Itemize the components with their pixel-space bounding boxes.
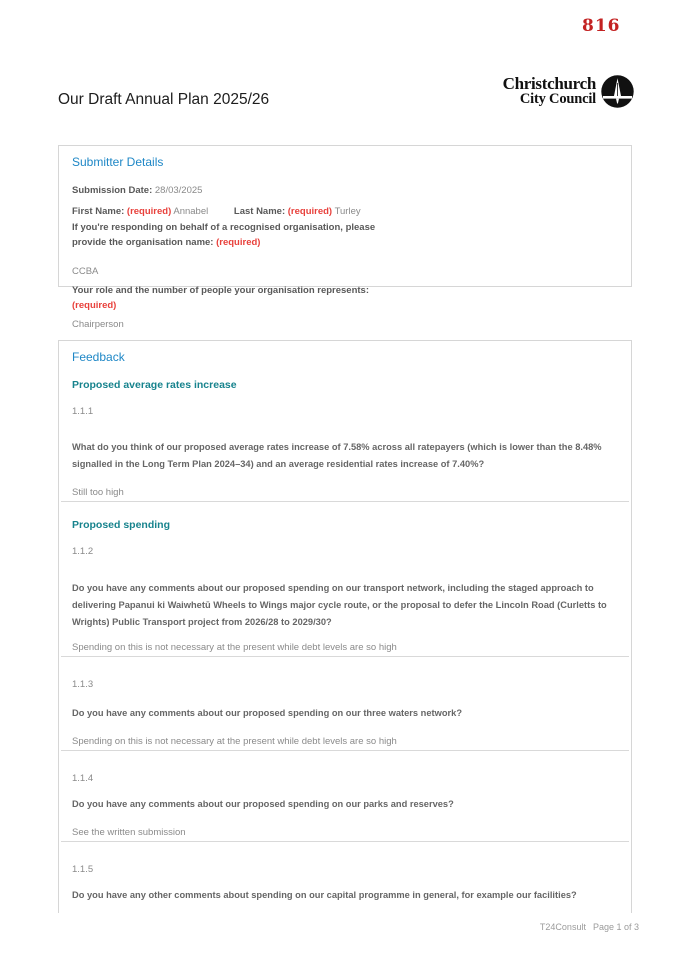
answer-text-114: See the written submission [72, 827, 186, 838]
divider [61, 656, 629, 657]
role-label: Your role and the number of people your organisation represents: [72, 285, 370, 296]
document-title: Our Draft Annual Plan 2025/26 [58, 91, 270, 108]
page-footer [540, 922, 639, 932]
role-label-block [72, 283, 402, 313]
logo-line-1: Christchurch [502, 74, 596, 93]
question-number-115: 1.1.5 [72, 864, 94, 875]
name-row [72, 205, 618, 219]
role-required-tag: (required) [72, 300, 117, 311]
question-number-111: 1.1.1 [72, 406, 94, 417]
answer-text-111: Still too high [72, 487, 124, 498]
question-number-113: 1.1.3 [72, 679, 94, 690]
submission-date-label: Submission Date: [72, 185, 153, 196]
question-text-111: What do you think of our proposed average rates increase of 7.58% across all ratepayers (which is lower than the 8.48% signalled in the Long Term Plan 2024–34) and an average residential rates increase of 7.40%? [72, 442, 602, 469]
topic-heading-spending: Proposed spending [72, 519, 171, 531]
answer-text-112: Spending on this is not necessary at the present while debt levels are so high [72, 642, 397, 653]
organisation-name-label: If you're responding on behalf of a recognised organisation, please provide the organisation name: [72, 222, 376, 248]
last-name-value: Turley [334, 206, 361, 217]
last-name-required-tag: (required) [287, 206, 333, 217]
footer-page-indicator: Page 1 of 3 [592, 922, 639, 932]
divider [61, 501, 629, 502]
question-text-113: Do you have any comments about our proposed spending on our three waters network? [72, 708, 463, 718]
last-name-label: Last Name: [233, 206, 286, 217]
submission-number: 816 [582, 16, 621, 36]
topic-heading-rates: Proposed average rates increase [72, 379, 237, 391]
logo-line-2: City Council [519, 91, 596, 107]
first-name-required-tag: (required) [126, 206, 172, 217]
first-name-value: Annabel [173, 206, 209, 217]
question-number-114: 1.1.4 [72, 773, 94, 784]
council-logo [503, 75, 634, 108]
organisation-name-label-block [72, 220, 390, 250]
feedback-title: Feedback [72, 350, 125, 364]
organisation-required-tag: (required) [216, 237, 261, 248]
feedback-section [58, 340, 632, 913]
role-value: Chairperson [72, 319, 124, 330]
submitter-details-section [58, 145, 632, 330]
first-name-label: First Name: [72, 206, 125, 217]
question-number-112: 1.1.2 [72, 546, 94, 557]
role-block [72, 283, 402, 332]
submission-date-value: 28/03/2025 [154, 185, 203, 196]
divider [61, 841, 629, 842]
answer-text-113: Spending on this is not necessary at the present while debt levels are so high [72, 736, 397, 747]
organisation-name-value: CCBA [72, 266, 99, 277]
question-text-115: Do you have any other comments about spending on our capital programme in general, for example our facilities? [72, 890, 577, 900]
cathedral-icon [601, 75, 634, 108]
question-text-112: Do you have any comments about our proposed spending on our transport network, including the staged approach to delivering Papanui ki Waiwhetū Wheels to Wings major cycle route, or the proposal to defer the Lincoln Road (Curletts to Wrights) Public Transport project from 2026/28 to 2029/30? [72, 583, 607, 627]
footer-app-name: T24Consult [539, 922, 586, 932]
divider [61, 750, 629, 751]
question-text-114: Do you have any comments about our proposed spending on our parks and reserves? [72, 799, 454, 809]
council-logo-text [503, 75, 596, 107]
submitter-details-title: Submitter Details [72, 155, 164, 169]
submission-date-row [72, 184, 618, 198]
